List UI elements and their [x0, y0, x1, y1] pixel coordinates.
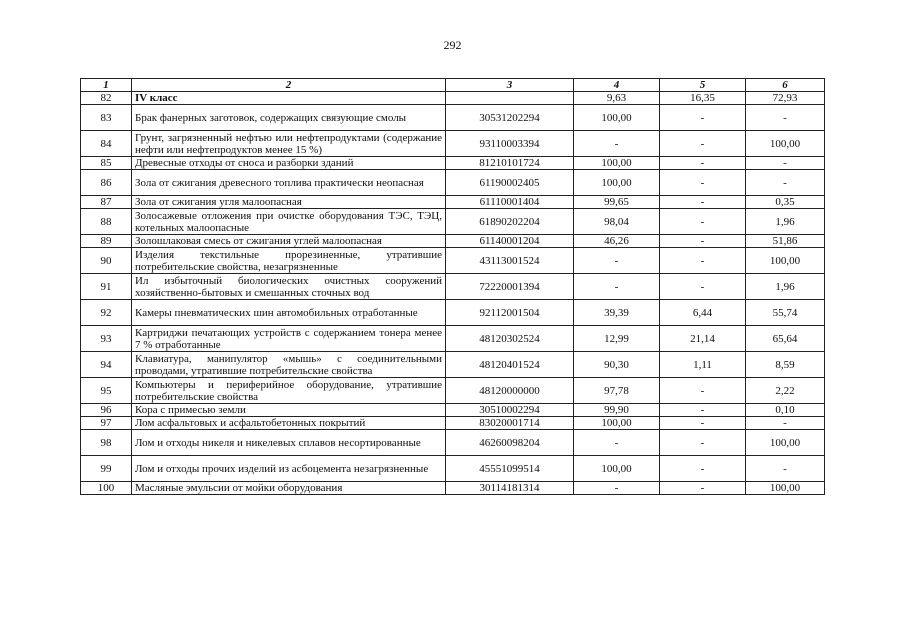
- cell-v6: 65,64: [746, 326, 825, 352]
- cell-v4: 98,04: [574, 209, 660, 235]
- table-body: [81, 92, 825, 495]
- cell-v4: 100,00: [574, 456, 660, 482]
- cell-v6: 100,00: [746, 248, 825, 274]
- cell-name: Грунт, загрязненный нефтью или нефтепродуктами (содержание нефти или нефтепродуктов менее 15 %): [132, 131, 446, 157]
- cell-v4: 100,00: [574, 157, 660, 170]
- cell-v5: -: [660, 105, 746, 131]
- cell-name: Камеры пневматических шин автомобильных отработанные: [132, 300, 446, 326]
- table-row: [81, 170, 825, 196]
- cell-code: 61110001404: [446, 196, 574, 209]
- table-row: [81, 417, 825, 430]
- table-row: [81, 105, 825, 131]
- cell-num: 82: [81, 92, 132, 105]
- table-row: [81, 196, 825, 209]
- cell-v5: -: [660, 131, 746, 157]
- cell-code: 48120401524: [446, 352, 574, 378]
- cell-code: [446, 92, 574, 105]
- cell-name: Зола от сжигания угля малоопасная: [132, 196, 446, 209]
- cell-v6: -: [746, 157, 825, 170]
- cell-v4: 99,90: [574, 404, 660, 417]
- cell-num: 97: [81, 417, 132, 430]
- cell-v5: 6,44: [660, 300, 746, 326]
- cell-name: Компьютеры и периферийное оборудование, утратившие потребительские свойства: [132, 378, 446, 404]
- cell-v4: -: [574, 248, 660, 274]
- cell-code: 43113001524: [446, 248, 574, 274]
- cell-num: 86: [81, 170, 132, 196]
- cell-name: Масляные эмульсии от мойки оборудования: [132, 482, 446, 495]
- cell-name: Картриджи печатающих устройств с содержанием тонера менее 7 % отработанные: [132, 326, 446, 352]
- cell-v5: -: [660, 170, 746, 196]
- cell-code: 93110003394: [446, 131, 574, 157]
- table-row: [81, 92, 825, 105]
- cell-num: 91: [81, 274, 132, 300]
- cell-code: 61140001204: [446, 235, 574, 248]
- cell-v4: 99,65: [574, 196, 660, 209]
- cell-code: 30531202294: [446, 105, 574, 131]
- cell-num: 92: [81, 300, 132, 326]
- cell-v6: 100,00: [746, 131, 825, 157]
- cell-num: 99: [81, 456, 132, 482]
- cell-v5: -: [660, 430, 746, 456]
- cell-name: Лом и отходы прочих изделий из асбоцемента незагрязненные: [132, 456, 446, 482]
- cell-code: 92112001504: [446, 300, 574, 326]
- cell-v4: -: [574, 482, 660, 495]
- page-number: 292: [443, 38, 462, 52]
- table-row: [81, 157, 825, 170]
- table-row: [81, 482, 825, 495]
- cell-num: 89: [81, 235, 132, 248]
- table-row: [81, 274, 825, 300]
- cell-code: 48120302524: [446, 326, 574, 352]
- cell-code: 72220001394: [446, 274, 574, 300]
- column-header-3: 3: [446, 79, 574, 92]
- cell-v5: -: [660, 404, 746, 417]
- table-row: [81, 430, 825, 456]
- cell-v4: -: [574, 274, 660, 300]
- cell-name: Золосажевые отложения при очистке оборудования ТЭС, ТЭЦ, котельных малоопасные: [132, 209, 446, 235]
- cell-name: Ил избыточный биологических очистных сооружений хозяйственно-бытовых и смешанных сточных вод: [132, 274, 446, 300]
- cell-v5: -: [660, 209, 746, 235]
- cell-num: 83: [81, 105, 132, 131]
- cell-v5: -: [660, 274, 746, 300]
- cell-name: Лом и отходы никеля и никелевых сплавов несортированные: [132, 430, 446, 456]
- cell-v6: -: [746, 170, 825, 196]
- column-header-1: 1: [81, 79, 132, 92]
- cell-v6: -: [746, 456, 825, 482]
- cell-v5: 1,11: [660, 352, 746, 378]
- cell-num: 100: [81, 482, 132, 495]
- cell-v6: 0,10: [746, 404, 825, 417]
- cell-num: 98: [81, 430, 132, 456]
- cell-code: 45551099514: [446, 456, 574, 482]
- cell-code: 83020001714: [446, 417, 574, 430]
- table-row: [81, 404, 825, 417]
- cell-name: Древесные отходы от сноса и разборки зданий: [132, 157, 446, 170]
- cell-num: 85: [81, 157, 132, 170]
- cell-v4: 9,63: [574, 92, 660, 105]
- cell-name: Лом асфальтовых и асфальтобетонных покрытий: [132, 417, 446, 430]
- table-row: [81, 352, 825, 378]
- cell-v6: 8,59: [746, 352, 825, 378]
- table-row: [81, 235, 825, 248]
- cell-v4: -: [574, 131, 660, 157]
- cell-v6: 0,35: [746, 196, 825, 209]
- cell-num: 95: [81, 378, 132, 404]
- cell-v4: 100,00: [574, 417, 660, 430]
- cell-num: 87: [81, 196, 132, 209]
- cell-name: Клавиатура, манипулятор «мышь» с соединительными проводами, утратившие потребительские свойства: [132, 352, 446, 378]
- cell-v5: 16,35: [660, 92, 746, 105]
- cell-name: IV класс: [132, 92, 446, 105]
- waste-table: [80, 78, 825, 495]
- cell-name: Изделия текстильные прорезиненные, утратившие потребительские свойства, незагрязненные: [132, 248, 446, 274]
- cell-v6: 1,96: [746, 209, 825, 235]
- cell-v5: -: [660, 482, 746, 495]
- cell-v6: 100,00: [746, 482, 825, 495]
- cell-v6: 1,96: [746, 274, 825, 300]
- cell-v4: 90,30: [574, 352, 660, 378]
- cell-name: Золошлаковая смесь от сжигания углей малоопасная: [132, 235, 446, 248]
- cell-v5: -: [660, 456, 746, 482]
- cell-v5: -: [660, 157, 746, 170]
- table-row: [81, 300, 825, 326]
- cell-v4: -: [574, 430, 660, 456]
- cell-v5: -: [660, 417, 746, 430]
- table-row: [81, 131, 825, 157]
- cell-v5: -: [660, 196, 746, 209]
- cell-v4: 39,39: [574, 300, 660, 326]
- table-row: [81, 248, 825, 274]
- cell-v5: -: [660, 378, 746, 404]
- column-header-2: 2: [132, 79, 446, 92]
- cell-v4: 46,26: [574, 235, 660, 248]
- table-row: [81, 326, 825, 352]
- cell-v6: 100,00: [746, 430, 825, 456]
- cell-num: 84: [81, 131, 132, 157]
- cell-code: 48120000000: [446, 378, 574, 404]
- cell-v4: 97,78: [574, 378, 660, 404]
- cell-num: 94: [81, 352, 132, 378]
- cell-v6: -: [746, 417, 825, 430]
- cell-code: 81210101724: [446, 157, 574, 170]
- cell-v5: 21,14: [660, 326, 746, 352]
- table-row: [81, 209, 825, 235]
- cell-v6: 55,74: [746, 300, 825, 326]
- cell-code: 46260098204: [446, 430, 574, 456]
- cell-v5: -: [660, 235, 746, 248]
- cell-num: 93: [81, 326, 132, 352]
- cell-v6: 2,22: [746, 378, 825, 404]
- cell-code: 30510002294: [446, 404, 574, 417]
- cell-code: 61890202204: [446, 209, 574, 235]
- cell-code: 61190002405: [446, 170, 574, 196]
- table-header-row: [81, 79, 825, 92]
- cell-num: 88: [81, 209, 132, 235]
- cell-v5: -: [660, 248, 746, 274]
- cell-v4: 100,00: [574, 170, 660, 196]
- cell-v6: -: [746, 105, 825, 131]
- cell-v4: 100,00: [574, 105, 660, 131]
- cell-name: Зола от сжигания древесного топлива практически неопасная: [132, 170, 446, 196]
- cell-name: Брак фанерных заготовок, содержащих связующие смолы: [132, 105, 446, 131]
- cell-num: 90: [81, 248, 132, 274]
- column-header-5: 5: [660, 79, 746, 92]
- table-row: [81, 456, 825, 482]
- table-row: [81, 378, 825, 404]
- cell-v6: 51,86: [746, 235, 825, 248]
- cell-num: 96: [81, 404, 132, 417]
- column-header-4: 4: [574, 79, 660, 92]
- cell-v4: 12,99: [574, 326, 660, 352]
- cell-code: 30114181314: [446, 482, 574, 495]
- cell-name: Кора с примесью земли: [132, 404, 446, 417]
- cell-v6: 72,93: [746, 92, 825, 105]
- column-header-6: 6: [746, 79, 825, 92]
